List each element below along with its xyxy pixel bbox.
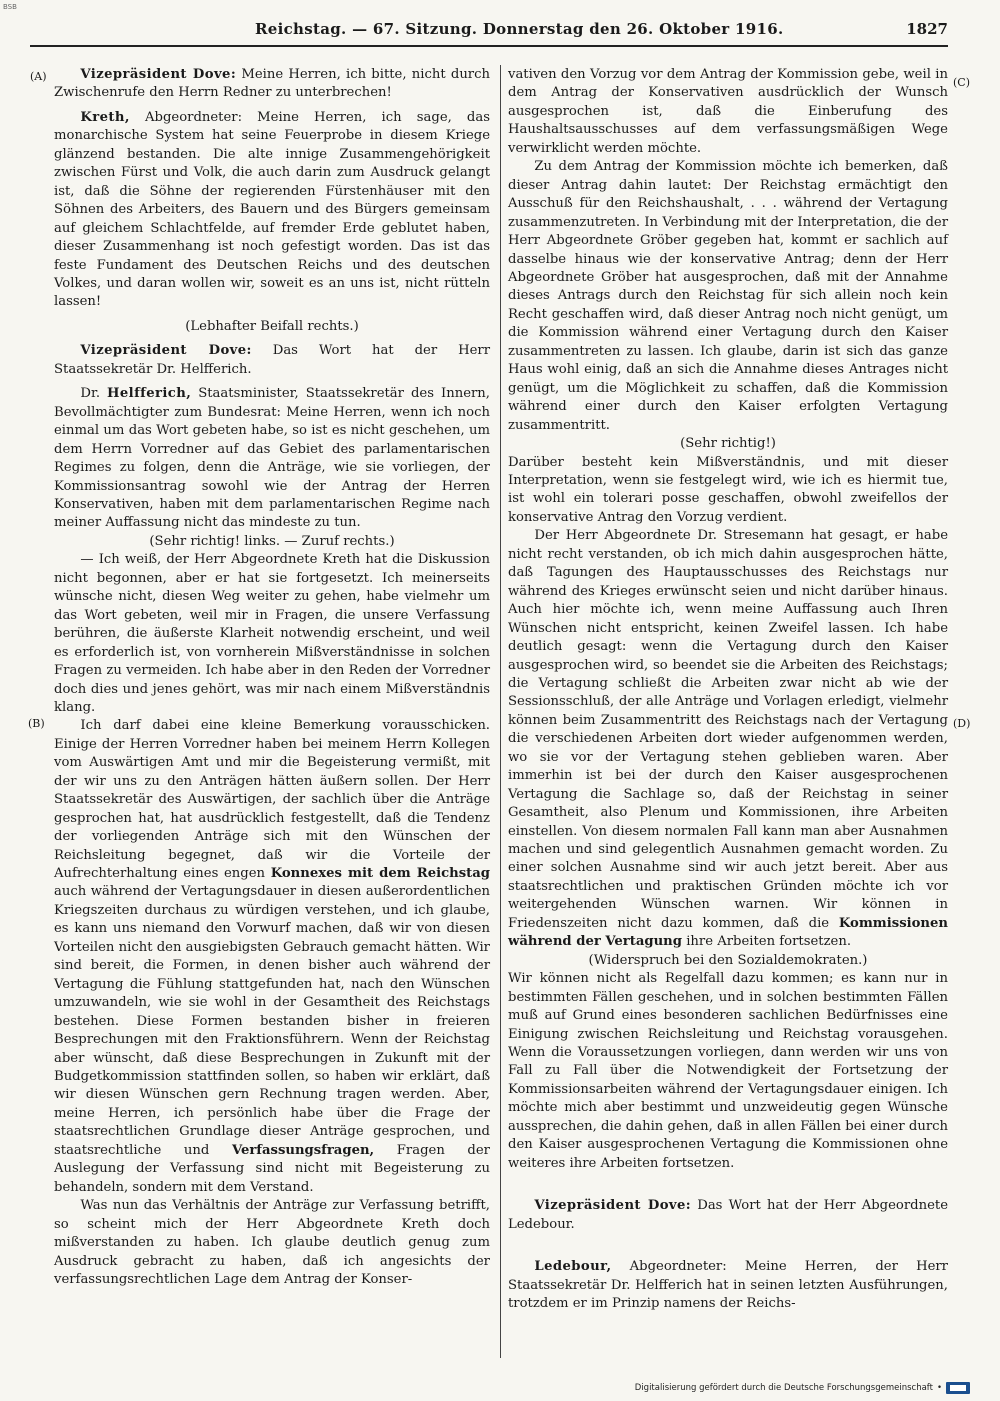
right-column: [508, 66, 948, 1313]
paragraph-text: Der Herr Abgeordnete Dr. Stresemann hat gesagt, er habe nicht recht verstanden, ob ich mich dahin ausgesprochen hätte, daß Tagungen des Hauptausschusses des Reichstags nur während des Krieges erwünscht seien und nicht darüber hinaus. Auch hier möchte ich, wenn meine Auffassung auch Ihren Wünschen nicht entspricht, keinen Zweifel lassen. Ich habe deutlich gesagt: wenn die Vertagung durch den Kaiser ausgesprochen wird, so beendet sie die Arbeiten des Reichstags; die Vertagung schließt die Arbeiten zwar nicht ab wie der Sessionsschluß, der alle Anträge und Vorlagen erledigt, vielmehr können beim Zusammentritt des Reichstags nach der Vertagung die verschiedenen Arbeiten dort wieder aufgenommen werden, wo sie vor der Vertagung stehen geblieben waren. Aber immerhin ist bei der durch den Kaiser ausgesprochenen Vertagung die Sachlage so, daß der Reichstag in seiner Gesamtheit, also Plenum und Kommissionen, ihre Arbeiten einstellen. Von diesem normalen Fall kann man aber Ausnahmen machen und sind gelegentlich Ausnahmen gemacht worden. Zu einer solchen Ausnahme sind wir auch jetzt bereit. Aber aus staatsrechtlichen und praktischen Gründen möchte ich vor weitergehenden Wünschen warnen. Wir können in Friedenszeiten nicht dazu kommen, daß die: [508, 528, 948, 931]
paragraph-text: Staatsminister, Staatssekretär des Innern, Bevollmächtigter zum Bundesrat: Meine Herren, wenn ich noch einmal um das Wort gebeten habe, so ist es nicht geschehen, um dem Herrn Vorredner auf das Gebiet des parlamentarischen Regimes zu folgen, denn die Anträge, wie sie vorliegen, der Kommissionsantrag sowohl wie der Antrag der Herren Konservativen, haben mit dem parlamentarischen Regime nach meiner Auffassung nicht das mindeste zu tun.: [54, 386, 490, 531]
paragraph-text: Meine Herren, ich bitte, nicht durch Zwischenrufe den Herrn Redner zu unterbrechen!: [54, 67, 490, 101]
credit-text: Digitalisierung gefördert durch die Deutsche Forschungsgemeinschaft: [634, 1383, 933, 1393]
paragraph-text: auch während der Vertagungsdauer in diesen außerordentlichen Kriegszeiten durchaus zu würdigen verstehen, und ich glaube, es kann uns niemand den Vorwurf machen, daß wir von diesen Vorteilen nicht den ausgiebigsten Gebrauch gemacht hätten. Wir sind bereit, die Formen, in denen bisher auch während der Vertagung die Fühlung stattgefunden hat, nach den Wünschen umzuwandeln, wie sie wohl in der Gesamtheit des Reichstags bestehen. Diese Formen bestanden bisher in freieren Besprechungen mit den Fraktionsführern. Wenn der Reichstag aber wünscht, daß diese Besprechungen in Zukunft mit der Budgetkommission stattfinden sollen, so haben wir erklärt, daß wir diesen Wünschen gern Rechnung tragen werden. Aber, meine Herren, ich persönlich habe über die Frage der staatsrechtlichen Grundlage dieser Anträge gesprochen, und staatsrechtliche und: [54, 884, 490, 1158]
library-mark: BSB: [3, 3, 17, 11]
emphasis-text: Konnexes mit dem Reichstag: [270, 866, 490, 882]
emphasis-text: Verfassungsfragen,: [231, 1142, 375, 1158]
stage-direction: (Sehr richtig! links. — Zuruf rechts.): [149, 533, 395, 549]
paragraph: [54, 717, 490, 1197]
paragraph: Darüber besteht kein Mißverständnis, und mit dieser Interpretation, wenn sie festgelegt wird, wie ich es hiermit tue, ist wohl ein tolerari posse geschaffen, obwohl zweifellos der konservative Antrag den Vorzug verdient.: [508, 454, 948, 525]
paragraph: [54, 66, 490, 103]
column-divider: [500, 65, 501, 1358]
paragraph: [54, 109, 490, 312]
paragraph-text: Abgeordneter: Meine Herren, ich sage, das monarchische System hat seine Feuerprobe in diesem Kriege glänzend bestanden. Die alte innige Zusammengehörigkeit zwischen Fürst und Volk, die auch darin zum Ausdruck gelangt ist, daß die Söhne der regierenden Fürstenhäuser mit den Söhnen des Arbeiters, des Bauern und des Bürgers gemeinsam auf gleichem Schlachtfelde, auf fremder Erde geblutet haben, dieser Zusammenhang ist noch gefestigt worden. Das ist das feste Fundament des Deutschen Reichs und des deutschen Volkes, und daran wollen wir, soweit es an uns ist, nicht rütteln lassen!: [54, 109, 490, 310]
page-header: [255, 20, 948, 42]
speaker-name: Vizepräsident Dove:: [534, 1198, 692, 1214]
paragraph: Zu dem Antrag der Kommission möchte ich bemerken, daß dieser Antrag dahin lautet: Der Reichstag ermächtigt den Ausschuß für den Reichshaushalt, . . . während der Vertagung zusammenzutreten. In Verbindung mit der Interpretation, die der Herr Abgeordnete Gröber gegeben hat, kommt er sachlich auf dasselbe hinaus wie der konservative Antrag; denn der Herr Abgeordnete Gröber hat ausgesprochen, daß mit der Annahme dieses Antrags durch den Reichstag für sich allein noch kein Recht geschaffen wird, daß dieser Antrag noch nicht genügt, um die Kommission während einer Vertagung durch den Kaiser zusammentreten zu lassen. Ich glaube, darin ist sich das ganze Haus wohl einig, daß an sich die Annahme dieses Antrages nicht genügt, um die Möglichkeit zu schaffen, daß die Kommission während einer durch den Kaiser erfolgten Vertagung zusammentritt.: [508, 159, 948, 433]
paragraph: [508, 527, 948, 951]
header-rule: [30, 45, 948, 47]
margin-mark-b: (B): [28, 717, 45, 730]
speaker-name: Kreth,: [80, 109, 130, 125]
paragraph-text: Fragen der Auslegung der Verfassung sind nicht mit Begeisterung zu behandeln, sondern mit dem Verstand.: [54, 1142, 490, 1195]
paragraph-text: Ich darf dabei eine kleine Bemerkung vorausschicken. Einige der Herren Vorredner haben bei meinem Herrn Kollegen vom Auswärtigen Amt und mir die Begeisterung vermißt, mit der wir uns zu den Anträgen hätten äußern sollen. Der Herr Staatssekretär des Auswärtigen, der sachlich über die Anträge gesprochen hat, hat ausdrücklich festgestellt, daß die Tendenz der vorliegenden Anträge sich mit den Wünschen der Reichsleitung begegnet, daß wir die Vorteile der Aufrechterhaltung eines engen: [54, 718, 490, 882]
paragraph-text: Abgeordneter: Meine Herren, der Herr Staatssekretär Dr. Helfferich hat in seinen letzten Ausführungen, trotzdem er im Prinzip namens der Reichs-: [508, 1259, 948, 1311]
paragraph: Was nun das Verhältnis der Anträge zur Verfassung betrifft, so scheint mich der Herr Abgeordnete Kreth doch mißverstanden zu haben. Ich glaube deutlich genug zum Ausdruck gebracht zu haben, daß ich angesichts der verfassungsrechtlichen Lage dem Antrag der Konser-: [54, 1198, 490, 1287]
margin-mark-c: (C): [953, 76, 970, 89]
paragraph: [508, 1258, 948, 1313]
paragraph-text: Das Wort hat der Herr Staatssekretär Dr. Helfferich.: [54, 343, 490, 377]
speaker-name: Helfferich,: [107, 386, 192, 402]
speaker-name: Ledebour,: [534, 1259, 612, 1275]
left-column: [54, 66, 490, 1289]
running-head: Reichstag. — 67. Sitzung. Donnerstag den 26. Oktober 1916.: [255, 20, 784, 38]
emphasis-text: Kommissionen während der Vertagung: [508, 915, 948, 950]
paragraph: [54, 385, 490, 533]
separator-dot: •: [936, 1383, 942, 1393]
speaker-name: Vizepräsident Dove:: [80, 343, 252, 359]
paragraph: [508, 1197, 948, 1234]
stage-direction: (Widerspruch bei den Sozialdemokraten.): [588, 952, 868, 968]
digitization-credit: [635, 1382, 970, 1394]
paragraph-text: Das Wort hat der Herr Abgeordnete Ledebour.: [508, 1198, 948, 1232]
speaker-name: Vizepräsident Dove:: [80, 67, 237, 82]
dfg-logo-icon: [946, 1382, 970, 1394]
speaker-title: Dr.: [80, 386, 101, 402]
margin-mark-a: (A): [30, 70, 47, 83]
page-number: 1827: [906, 20, 948, 38]
paragraph-text: ihre Arbeiten fortsetzen.: [686, 934, 852, 950]
paragraph: vativen den Vorzug vor dem Antrag der Kommission gebe, weil in dem Antrag der Konservativen ausdrücklich der Wunsch ausgesprochen ist, daß die Einberufung des Haushaltsausschusses auf dem verfassungsmäßigen Wege verwirklicht werden möchte.: [508, 67, 948, 156]
margin-mark-d: (D): [953, 717, 971, 730]
stage-direction: (Lebhafter Beifall rechts.): [185, 318, 359, 334]
paragraph: Wir können nicht als Regelfall dazu kommen; es kann nur in bestimmten Fällen geschehen, und in solchen bestimmten Fällen muß auf Grund eines besonderen sachlichen Bedürfnisses eine Einigung zwischen Reichsleitung und Reichstag vorausgehen. Wenn die Voraussetzungen vorliegen, dann werden wir uns von Fall zu Fall über die Notwendigkeit der Fortsetzung der Kommissionsarbeiten während der Vertagungsdauer einigen. Ich möchte mich aber bestimmt und unzweideutig gegen Wünsche aussprechen, die dahin gehen, daß in allen Fällen bei einer durch den Kaiser ausgesprochenen Vertagung die Kommissionen ohne weiteres ihre Arbeiten fortsetzen.: [508, 971, 948, 1171]
stage-direction: (Sehr richtig!): [680, 436, 776, 452]
paragraph: [54, 342, 490, 379]
paragraph: — Ich weiß, der Herr Abgeordnete Kreth hat die Diskussion nicht begonnen, aber er hat sie fortgesetzt. Ich meinerseits wünsche nicht, diesen Weg weiter zu gehen, habe vielmehr um das Wort gebeten, weil mir in Fragen, die unsere Verfassung berühren, die äußerste Klarheit notwendig erscheint, und weil es erforderlich ist, von vornherein Mißverständnisse in solchen Fragen zu vermeiden. Ich habe aber in den Reden der Vorredner doch dies und jenes gehört, was mir nach einem Mißverständnis klang.: [54, 552, 490, 715]
